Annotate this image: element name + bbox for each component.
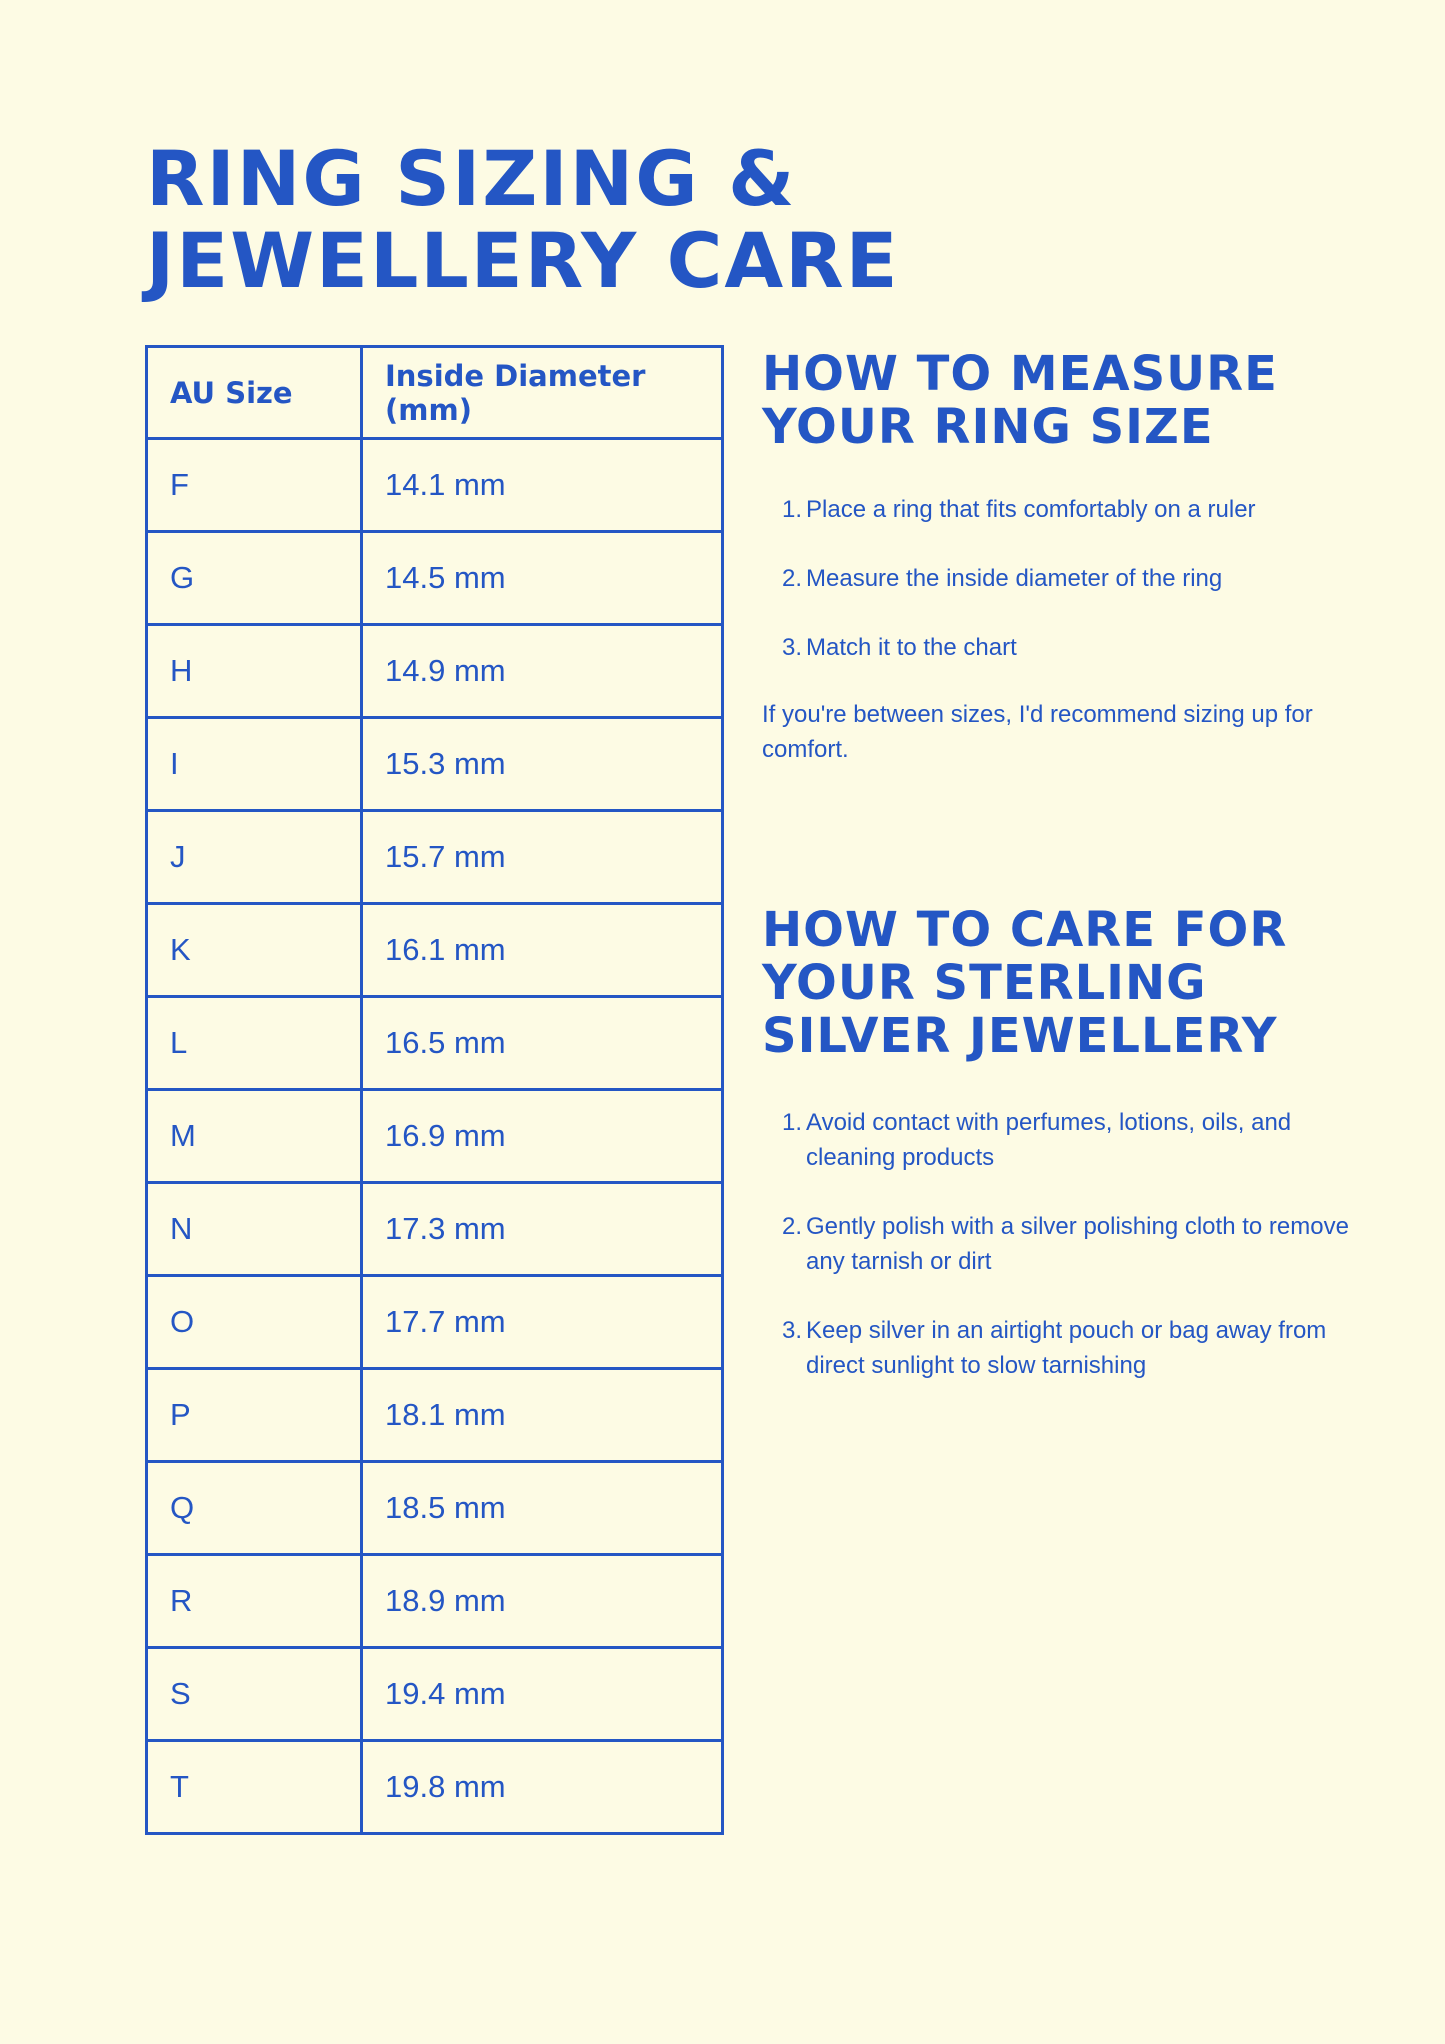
table-row (147, 1741, 723, 1834)
au-size-cell: G (147, 532, 362, 625)
step-number: 1. (781, 1109, 802, 1136)
diameter-cell: 19.4 mm (362, 1648, 723, 1741)
list-item (762, 561, 1362, 596)
page-title-line-2: JEWELLERY CARE (146, 216, 900, 305)
table-row (147, 1369, 723, 1462)
care-heading-line-1: HOW TO CARE FOR (762, 902, 1288, 958)
measure-section (762, 348, 1362, 767)
sizing-note: If you're between sizes, I'd recommend sizing up for comfort. (762, 701, 1313, 763)
step-number: 1. (781, 496, 802, 523)
diameter-cell: 18.1 mm (362, 1369, 723, 1462)
table-row (147, 1462, 723, 1555)
step-number: 3. (781, 1317, 802, 1344)
diameter-cell: 16.5 mm (362, 997, 723, 1090)
step-number: 3. (781, 634, 802, 661)
header-inside-diameter: Inside Diameter (mm) (362, 347, 723, 439)
table-row (147, 997, 723, 1090)
step-text: Avoid contact with perfumes, lotions, oils, and cleaning products (806, 1109, 1292, 1171)
step-text: Gently polish with a silver polishing cloth to remove any tarnish or dirt (806, 1213, 1349, 1275)
list-item (762, 1209, 1362, 1279)
measure-heading-line-2: YOUR RING SIZE (762, 399, 1214, 455)
diameter-cell: 14.1 mm (362, 439, 723, 532)
au-size-cell: N (147, 1183, 362, 1276)
diameter-cell: 17.7 mm (362, 1276, 723, 1369)
care-steps (762, 1105, 1362, 1383)
diameter-cell: 18.5 mm (362, 1462, 723, 1555)
care-section (762, 904, 1362, 1417)
au-size-cell: F (147, 439, 362, 532)
table-row (147, 811, 723, 904)
table-row (147, 532, 723, 625)
care-heading-line-2: YOUR STERLING (762, 955, 1207, 1011)
table-header-row (147, 347, 723, 439)
table-row (147, 718, 723, 811)
diameter-cell: 14.5 mm (362, 532, 723, 625)
table-row (147, 625, 723, 718)
au-size-cell: Q (147, 1462, 362, 1555)
list-item (762, 492, 1362, 527)
au-size-cell: O (147, 1276, 362, 1369)
table-row (147, 439, 723, 532)
care-heading (762, 904, 1362, 1063)
table-body (147, 439, 723, 1834)
step-text: Measure the inside diameter of the ring (806, 565, 1223, 592)
diameter-cell: 15.7 mm (362, 811, 723, 904)
table-row (147, 1648, 723, 1741)
diameter-cell: 18.9 mm (362, 1555, 723, 1648)
measure-heading-line-1: HOW TO MEASURE (762, 346, 1278, 402)
au-size-cell: R (147, 1555, 362, 1648)
diameter-cell: 17.3 mm (362, 1183, 723, 1276)
au-size-cell: H (147, 625, 362, 718)
diameter-cell: 16.1 mm (362, 904, 723, 997)
au-size-cell: S (147, 1648, 362, 1741)
list-item (762, 630, 1362, 665)
au-size-cell: P (147, 1369, 362, 1462)
list-item (762, 1105, 1362, 1175)
au-size-cell: K (147, 904, 362, 997)
diameter-cell: 14.9 mm (362, 625, 723, 718)
au-size-cell: T (147, 1741, 362, 1834)
measure-steps (762, 492, 1362, 665)
measure-heading (762, 348, 1362, 454)
au-size-cell: L (147, 997, 362, 1090)
diameter-cell: 19.8 mm (362, 1741, 723, 1834)
list-item (762, 1313, 1362, 1383)
step-text: Keep silver in an airtight pouch or bag away from direct sunlight to slow tarnishing (806, 1317, 1327, 1379)
header-au-size: AU Size (147, 347, 362, 439)
table-row (147, 904, 723, 997)
au-size-cell: I (147, 718, 362, 811)
table-row (147, 1090, 723, 1183)
page-title-line-1: RING SIZING & (146, 134, 797, 223)
step-number: 2. (781, 1213, 802, 1240)
step-text: Place a ring that fits comfortably on a ruler (806, 496, 1256, 523)
diameter-cell: 16.9 mm (362, 1090, 723, 1183)
step-text: Match it to the chart (806, 634, 1017, 661)
au-size-cell: J (147, 811, 362, 904)
table-row (147, 1183, 723, 1276)
page-title (146, 134, 1046, 305)
au-size-cell: M (147, 1090, 362, 1183)
table-row (147, 1555, 723, 1648)
table-row (147, 1276, 723, 1369)
diameter-cell: 15.3 mm (362, 718, 723, 811)
ring-size-table (145, 345, 724, 1835)
step-number: 2. (781, 565, 802, 592)
care-heading-line-3: SILVER JEWELLERY (762, 1008, 1278, 1064)
